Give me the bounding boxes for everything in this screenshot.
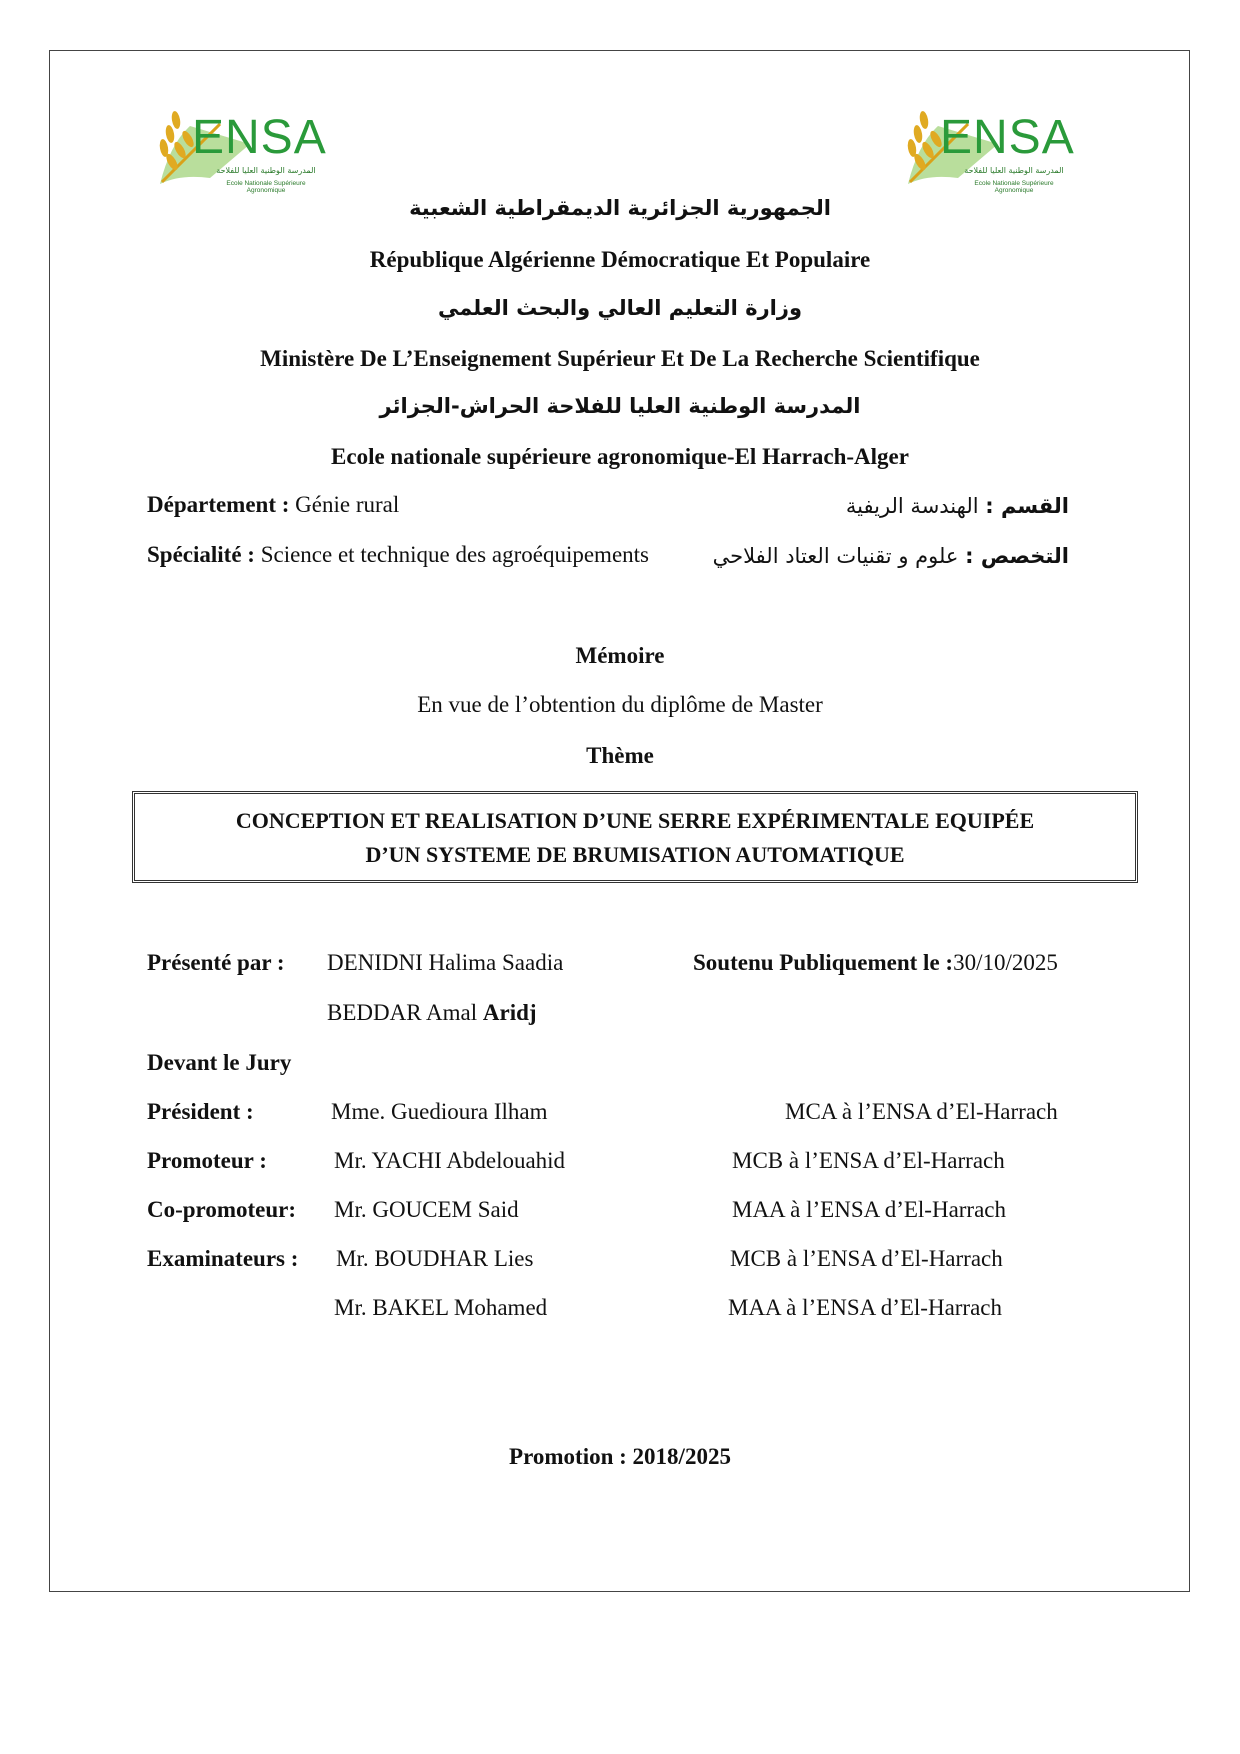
- speciality-line-ar: [713, 544, 1069, 568]
- department-label-ar: القسم :: [985, 494, 1069, 518]
- theme-title-line-1: CONCEPTION ET REALISATION D’UNE SERRE EXPÉRIMENTALE EQUIPÉE: [235, 808, 1035, 833]
- jury-heading: Devant le Jury: [147, 1050, 292, 1075]
- author-2-name: BEDDAR Amal: [327, 1000, 483, 1025]
- defense-date: 30/10/2025: [953, 950, 1058, 975]
- department-line: [147, 492, 399, 518]
- defense-label: Soutenu Publiquement le :: [693, 950, 954, 975]
- theme-title-line-2: D’UN SYSTEME DE BRUMISATION AUTOMATIQUE: [365, 842, 905, 867]
- department-value: Génie rural: [295, 492, 400, 517]
- ministry-title-fr: Ministère De L’Enseignement Supérieur Et De La Recherche Scientifique: [260, 346, 980, 371]
- theme-box: [132, 791, 1138, 883]
- author-1: DENIDNI Halima Saadia: [327, 950, 564, 975]
- ensa-logo-right: [898, 104, 1075, 196]
- jury-role: Examinateurs :: [147, 1246, 299, 1271]
- school-title-fr: Ecole nationale supérieure agronomique-El Harrach-Alger: [331, 444, 909, 469]
- promotion: Promotion : 2018/2025: [509, 1444, 731, 1469]
- theme-label: Thème: [586, 743, 654, 768]
- school-title-ar: المدرسة الوطنية العليا للفلاحة الحراش-الجزائر: [379, 394, 861, 418]
- jury-name: Mme. Guedioura Ilham: [331, 1099, 548, 1124]
- defense-line: [693, 950, 1058, 976]
- republic-title-ar: الجمهورية الجزائرية الديمقراطية الشعبية: [409, 196, 831, 220]
- jury-name: Mr. BOUDHAR Lies: [336, 1246, 534, 1271]
- jury-name: Mr. YACHI Abdelouahid: [334, 1148, 566, 1173]
- republic-title-fr: République Algérienne Démocratique Et Populaire: [369, 247, 871, 272]
- jury-grade: MCB à l’ENSA d’El-Harrach: [730, 1246, 1003, 1271]
- jury-grade: MCB à l’ENSA d’El-Harrach: [732, 1148, 1005, 1173]
- logo-subtitle-ar: المدرسة الوطنية العليا للفلاحة: [216, 166, 316, 175]
- jury-grade: MAA à l’ENSA d’El-Harrach: [732, 1197, 1007, 1222]
- jury-role: Président :: [147, 1099, 254, 1124]
- jury-name: Mr. BAKEL Mohamed: [334, 1295, 548, 1320]
- memoire-title: Mémoire: [575, 643, 665, 668]
- author-2-name-bold: Aridj: [482, 1000, 537, 1025]
- logo-subtitle-fr: Ecole Nationale Supérieure Agronomique: [226, 180, 306, 194]
- logo-brand-text: ENSA: [940, 111, 1075, 164]
- speciality-line: [147, 542, 649, 568]
- ministry-title-ar: وزارة التعليم العالي والبحث العلمي: [437, 296, 803, 320]
- speciality-value: Science et technique des agroéquipements: [260, 542, 649, 567]
- logo-brand-text: ENSA: [192, 111, 327, 164]
- speciality-label: Spécialité :: [147, 542, 255, 567]
- jury-role: Co-promoteur:: [147, 1197, 297, 1222]
- department-value-ar: الهندسة الريفية: [845, 494, 979, 518]
- author-2: [327, 1000, 537, 1026]
- memoire-subtitle: En vue de l’obtention du diplôme de Master: [417, 692, 823, 717]
- department-label: Département :: [147, 492, 290, 517]
- jury-grade: MCA à l’ENSA d’El-Harrach: [785, 1099, 1058, 1124]
- logo-subtitle-ar: المدرسة الوطنية العليا للفلاحة: [964, 166, 1064, 175]
- speciality-label-ar: التخصص :: [965, 544, 1069, 568]
- jury-grade: MAA à l’ENSA d’El-Harrach: [728, 1295, 1003, 1320]
- ensa-logo-left: [150, 104, 327, 196]
- presented-by-label: Présenté par :: [147, 950, 285, 975]
- jury-role: Promoteur :: [147, 1148, 267, 1173]
- speciality-value-ar: علوم و تقنيات العتاد الفلاحي: [712, 544, 959, 568]
- department-line-ar: [846, 494, 1069, 518]
- logo-subtitle-fr: Ecole Nationale Supérieure Agronomique: [974, 180, 1054, 194]
- jury-name: Mr. GOUCEM Said: [334, 1197, 519, 1222]
